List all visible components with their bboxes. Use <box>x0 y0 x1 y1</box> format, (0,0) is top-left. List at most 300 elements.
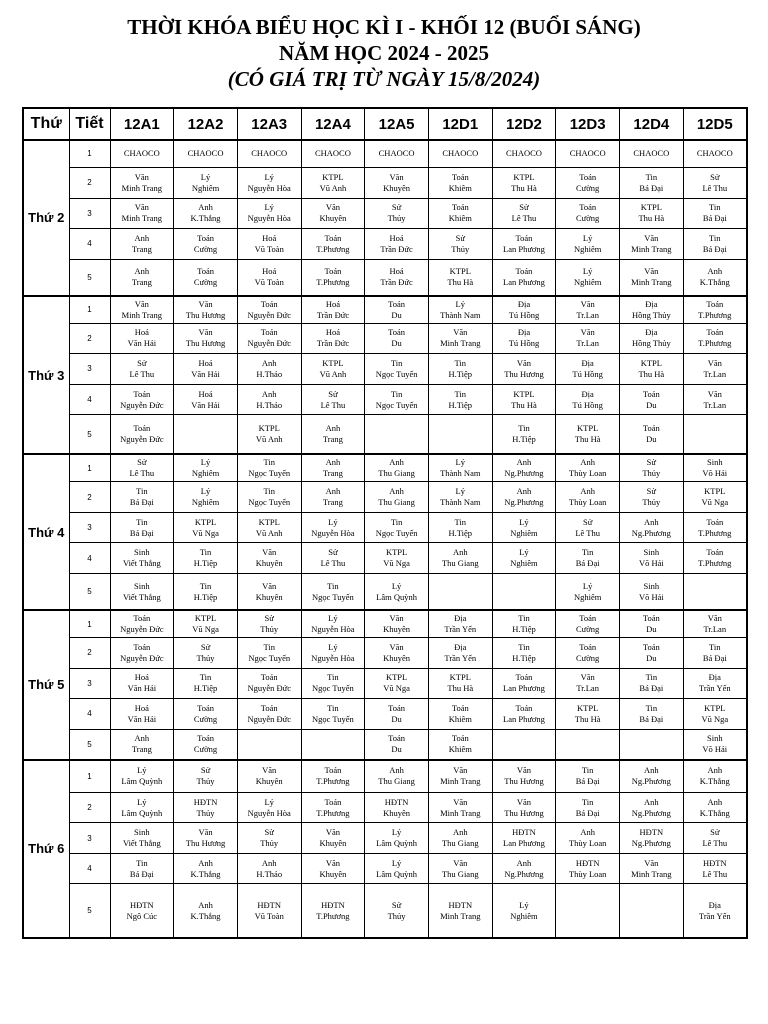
subject-name: Văn <box>580 298 595 309</box>
subject-name: Văn <box>325 202 340 213</box>
schedule-cell <box>492 823 556 854</box>
header-class-12d3: 12D3 <box>556 108 620 140</box>
teacher-name: Lan Phương <box>503 277 545 288</box>
subject-name: Anh <box>707 765 723 776</box>
teacher-name: Trần Đức <box>316 338 350 349</box>
schedule-cell <box>237 229 301 260</box>
subject-name: Hoá <box>389 232 404 243</box>
schedule-cell <box>110 610 174 637</box>
schedule-cell <box>174 792 238 823</box>
teacher-name: Du <box>391 338 402 349</box>
subject-name: Toán <box>706 547 724 558</box>
teacher-name: Tú Hồng <box>572 399 603 410</box>
teacher-name: Nguyễn Hòa <box>311 527 355 538</box>
schedule-cell <box>620 323 684 354</box>
schedule-cell <box>110 668 174 699</box>
subject-name: Anh <box>644 516 659 527</box>
subject-name: KTPL <box>704 702 726 713</box>
subject-name: KTPL <box>513 171 535 182</box>
schedule-cell <box>110 323 174 354</box>
teacher-name: Thu Giang <box>441 558 479 569</box>
subject-name: Tin <box>390 516 403 527</box>
schedule-cell <box>683 229 747 260</box>
schedule-cell <box>556 415 620 455</box>
schedule-cell <box>428 543 492 574</box>
schedule-cell <box>428 574 492 611</box>
schedule-cell <box>492 574 556 611</box>
schedule-cell <box>492 259 556 296</box>
subject-name: Toán <box>324 796 342 807</box>
subject-name: Lý <box>519 547 529 558</box>
subject-name: Sử <box>646 457 657 468</box>
teacher-name: Võ Hải <box>638 558 664 569</box>
teacher-name: Minh Trang <box>440 776 481 787</box>
schedule-cell <box>301 760 365 793</box>
teacher-name: Cường <box>193 243 218 254</box>
subject-name: Toán <box>579 613 597 624</box>
subject-name: Toán <box>642 641 660 652</box>
schedule-cell <box>492 610 556 637</box>
teacher-name: H.Tiệp <box>448 368 473 379</box>
subject-name: HĐTN <box>512 827 536 838</box>
subject-name: Lý <box>391 580 402 591</box>
subject-name: KTPL <box>449 266 471 277</box>
subject-name: Địa <box>645 327 658 338</box>
teacher-name: Trang <box>131 243 152 254</box>
subject-name: Văn <box>262 580 277 591</box>
teacher-name: Võ Hải <box>702 468 728 479</box>
schedule-cell <box>428 140 492 167</box>
subject-name: Anh <box>325 486 341 497</box>
subject-name: Sử <box>519 202 529 213</box>
subject-name: Lý <box>582 580 593 591</box>
teacher-name: H.Tiệp <box>512 434 536 445</box>
subject-name: Hoá <box>134 702 149 713</box>
subject-name: Tin <box>199 672 212 683</box>
subject-name: Văn <box>707 388 722 399</box>
schedule-cell <box>174 384 238 415</box>
subject-name: Văn <box>134 202 149 213</box>
period-number: 2 <box>69 482 110 513</box>
subject-name: Lý <box>200 486 211 497</box>
schedule-cell <box>301 296 365 323</box>
schedule-cell <box>556 384 620 415</box>
schedule-cell <box>492 296 556 323</box>
schedule-cell <box>237 167 301 198</box>
teacher-name: Trang <box>131 277 152 288</box>
teacher-name: Thủy <box>196 652 215 663</box>
subject-name: Sử <box>264 827 274 838</box>
subject-name: Văn <box>198 298 213 309</box>
table-row <box>23 296 747 323</box>
subject-name: Lý <box>455 298 465 309</box>
teacher-name: Nghiêm <box>573 243 602 254</box>
subject-name: KTPL <box>513 388 535 399</box>
subject-name: KTPL <box>194 516 217 527</box>
subject-name: Anh <box>452 547 468 558</box>
table-row <box>23 454 747 481</box>
schedule-cell <box>556 454 620 481</box>
period-number: 1 <box>69 760 110 793</box>
teacher-name: Khuyên <box>383 807 411 818</box>
subject-name: Địa <box>708 672 721 683</box>
teacher-name: Tú Hồng <box>508 338 540 349</box>
schedule-cell <box>428 454 492 481</box>
subject-name: Văn <box>453 765 468 776</box>
teacher-name: Trần Đức <box>380 243 413 254</box>
day-label: Thứ 5 <box>23 610 69 760</box>
subject-name: Tin <box>263 457 275 468</box>
schedule-cell <box>237 415 301 455</box>
teacher-name: Tr.Lan <box>576 338 599 349</box>
schedule-cell <box>556 760 620 793</box>
schedule-cell <box>428 354 492 385</box>
table-row <box>23 884 747 938</box>
subject-name: Lý <box>200 457 211 468</box>
subject-name: KTPL <box>577 702 599 713</box>
subject-name: Anh <box>516 457 532 468</box>
schedule-cell <box>174 512 238 543</box>
subject-name: Văn <box>453 327 468 338</box>
teacher-name: Khiêm <box>448 213 472 224</box>
subject-name: HĐTN <box>639 827 664 838</box>
teacher-name: Ngô Cúc <box>126 910 158 921</box>
teacher-name: H.Tiệp <box>512 624 536 635</box>
schedule-cell <box>620 760 684 793</box>
day-label: Thứ 3 <box>23 296 69 455</box>
schedule-cell <box>683 760 747 793</box>
teacher-name: Hồng Thủy <box>631 338 671 349</box>
table-row <box>23 354 747 385</box>
teacher-name: Du <box>391 744 402 755</box>
subject-name: KTPL <box>385 672 408 683</box>
schedule-cell <box>301 668 365 699</box>
schedule-cell <box>174 454 238 481</box>
teacher-name: Thủy <box>387 213 406 224</box>
subject-name: CHAOCO <box>442 148 479 159</box>
schedule-cell <box>110 699 174 730</box>
schedule-cell <box>301 454 365 481</box>
schedule-cell <box>492 543 556 574</box>
subject-name: KTPL <box>322 171 344 182</box>
schedule-cell <box>301 167 365 198</box>
subject-name: Toán <box>579 171 597 182</box>
subject-name: Toán <box>388 733 406 744</box>
schedule-cell <box>683 823 747 854</box>
teacher-name: Nguyễn Hòa <box>311 652 355 663</box>
teacher-name: Vũ Nga <box>383 683 410 694</box>
schedule-cell <box>365 574 429 611</box>
subject-name: HĐTN <box>448 899 473 910</box>
schedule-cell <box>237 574 301 611</box>
subject-name: Tin <box>581 765 594 776</box>
teacher-name: K.Thắng <box>699 776 730 787</box>
schedule-cell <box>428 884 492 938</box>
teacher-name: Thu Giang <box>378 776 415 787</box>
schedule-cell <box>110 729 174 760</box>
schedule-cell <box>301 884 365 938</box>
table-row <box>23 482 747 513</box>
schedule-cell <box>683 354 747 385</box>
subject-name: Tin <box>263 486 275 497</box>
teacher-name: Lâm Quỳnh <box>376 591 418 602</box>
schedule-cell <box>174 415 238 455</box>
schedule-cell <box>556 823 620 854</box>
subject-name: Toán <box>324 232 342 243</box>
teacher-name: Hồng Thủy <box>631 309 671 320</box>
subject-name: Sử <box>328 388 338 399</box>
teacher-name: Nguyễn Đức <box>247 713 291 724</box>
subject-name: Toán <box>260 327 278 338</box>
teacher-name: K.Thắng <box>190 910 221 921</box>
subject-name: Toán <box>515 266 533 277</box>
schedule-cell <box>428 323 492 354</box>
schedule-cell <box>110 140 174 167</box>
schedule-cell <box>110 884 174 938</box>
teacher-name: Võ Hải <box>702 744 728 755</box>
teacher-name: Thu Giang <box>378 497 415 508</box>
teacher-name: Nguyễn Hòa <box>247 213 291 224</box>
teacher-name: Ng.Phương <box>631 776 671 787</box>
subject-name: Toán <box>579 202 597 213</box>
subject-name: Toán <box>642 388 660 399</box>
teacher-name: Thu Hà <box>511 182 537 193</box>
schedule-cell <box>237 853 301 884</box>
teacher-name: H.Tiệp <box>448 527 473 538</box>
teacher-name: Minh Trang <box>121 309 163 320</box>
schedule-cell <box>174 610 238 637</box>
subject-name: Sử <box>582 516 593 527</box>
teacher-name: Ng.Phương <box>631 527 671 538</box>
schedule-cell <box>492 198 556 229</box>
teacher-name: Bá Đại <box>129 497 154 508</box>
schedule-cell <box>556 792 620 823</box>
subject-name: Sử <box>710 827 720 838</box>
teacher-name: Bá Đại <box>702 213 727 224</box>
subject-name: Toán <box>260 672 278 683</box>
schedule-cell <box>174 853 238 884</box>
schedule-cell <box>428 792 492 823</box>
subject-name: Sử <box>200 641 211 652</box>
subject-name: Toán <box>133 641 151 652</box>
teacher-name: T.Phương <box>316 776 350 787</box>
period-number: 3 <box>69 198 110 229</box>
subject-name: Tin <box>518 423 530 434</box>
schedule-cell <box>365 229 429 260</box>
schedule-cell <box>428 415 492 455</box>
subject-name: Lý <box>264 171 274 182</box>
subject-name: Anh <box>134 266 150 277</box>
teacher-name: Viết Thắng <box>122 838 161 849</box>
teacher-name: Bá Đại <box>129 527 154 538</box>
schedule-cell <box>492 884 556 938</box>
subject-name: Sử <box>137 357 147 368</box>
schedule-cell <box>492 760 556 793</box>
subject-name: KTPL <box>449 672 471 683</box>
subject-name: Lý <box>519 899 529 910</box>
subject-name: Văn <box>644 857 659 868</box>
schedule-cell <box>174 884 238 938</box>
subject-name: KTPL <box>194 613 217 624</box>
schedule-cell <box>110 167 174 198</box>
schedule-cell <box>110 296 174 323</box>
schedule-cell <box>556 638 620 669</box>
teacher-name: Lê Thu <box>702 838 728 849</box>
subject-name: Tin <box>136 486 148 497</box>
teacher-name: H.Thảo <box>256 868 283 879</box>
teacher-name: Nguyễn Đức <box>120 624 164 635</box>
schedule-cell <box>428 512 492 543</box>
schedule-cell <box>365 760 429 793</box>
subject-name: Tin <box>199 547 212 558</box>
teacher-name: Tr.Lan <box>703 399 727 410</box>
teacher-name: Tú Hồng <box>572 368 603 379</box>
teacher-name: Văn Hải <box>127 683 157 694</box>
schedule-cell <box>174 482 238 513</box>
schedule-cell <box>620 610 684 637</box>
schedule-cell <box>301 853 365 884</box>
schedule-cell <box>492 699 556 730</box>
subject-name: Tin <box>581 796 594 807</box>
table-row <box>23 610 747 637</box>
teacher-name: Nguyễn Hòa <box>311 624 355 635</box>
schedule-cell <box>556 296 620 323</box>
schedule-cell <box>556 229 620 260</box>
period-number: 5 <box>69 415 110 455</box>
period-number: 1 <box>69 296 110 323</box>
header-class-12a4: 12A4 <box>301 108 365 140</box>
schedule-cell <box>365 823 429 854</box>
schedule-cell <box>683 482 747 513</box>
teacher-name: Vũ Anh <box>255 527 283 538</box>
teacher-name: H.Thảo <box>256 368 283 379</box>
subject-name: Anh <box>261 857 277 868</box>
teacher-name: Ngọc Tuyến <box>375 399 418 410</box>
schedule-cell <box>365 259 429 296</box>
subject-name: Hoá <box>262 266 277 277</box>
subject-name: Toán <box>515 672 533 683</box>
teacher-name: Thùy Loan <box>568 497 607 508</box>
schedule-cell <box>620 198 684 229</box>
teacher-name: Nghiêm <box>573 591 602 602</box>
schedule-cell <box>683 323 747 354</box>
teacher-name: Nghiêm <box>191 497 220 508</box>
subject-name: Toán <box>451 702 469 713</box>
table-row <box>23 384 747 415</box>
schedule-cell <box>237 699 301 730</box>
teacher-name: Ng.Phương <box>504 868 544 879</box>
teacher-name: H.Thảo <box>256 399 283 410</box>
subject-name: Tin <box>390 388 403 399</box>
subject-name: Lý <box>264 796 274 807</box>
subject-name: Tin <box>454 357 467 368</box>
schedule-cell <box>620 454 684 481</box>
schedule-cell <box>620 699 684 730</box>
teacher-name: Vũ Toàn <box>254 277 284 288</box>
teacher-name: Khuyên <box>319 838 347 849</box>
teacher-name: Ng.Phương <box>631 838 671 849</box>
subject-name: Sử <box>391 899 402 910</box>
schedule-cell <box>683 610 747 637</box>
subject-name: Tin <box>136 857 148 868</box>
schedule-cell <box>492 454 556 481</box>
header-day: Thứ <box>23 108 69 140</box>
teacher-name: Thu Hà <box>574 713 601 724</box>
subject-name: Tin <box>454 516 467 527</box>
schedule-cell <box>237 512 301 543</box>
subject-name: Địa <box>454 613 467 624</box>
subject-name: Văn <box>516 796 532 807</box>
schedule-cell <box>301 699 365 730</box>
teacher-name: Cường <box>193 744 218 755</box>
teacher-name: Khuyên <box>255 558 283 569</box>
header-period: Tiết <box>69 108 110 140</box>
schedule-cell <box>428 198 492 229</box>
teacher-name: Vũ Nga <box>701 497 729 508</box>
teacher-name: Thu Hà <box>511 399 537 410</box>
subject-name: Anh <box>644 765 659 776</box>
teacher-name: Thành Nam <box>440 309 481 320</box>
subject-name: KTPL <box>640 202 662 213</box>
schedule-cell <box>110 259 174 296</box>
teacher-name: T.Phương <box>698 309 732 320</box>
teacher-name: Khiêm <box>448 713 472 724</box>
schedule-cell <box>237 354 301 385</box>
schedule-cell <box>683 415 747 455</box>
teacher-name: Nghiêm <box>510 910 538 921</box>
schedule-cell <box>237 543 301 574</box>
teacher-name: T.Phương <box>698 338 732 349</box>
subject-name: Văn <box>453 796 468 807</box>
teacher-name: Khuyên <box>383 652 411 663</box>
schedule-cell <box>365 482 429 513</box>
subject-name: Hoá <box>325 298 340 309</box>
schedule-cell <box>556 354 620 385</box>
teacher-name: Cường <box>576 652 600 663</box>
subject-name: Văn <box>644 232 659 243</box>
schedule-cell <box>237 729 301 760</box>
teacher-name: Vũ Nga <box>192 624 219 635</box>
teacher-name: Cường <box>576 182 600 193</box>
subject-name: Địa <box>517 327 531 338</box>
teacher-name: Thu Hương <box>185 309 226 320</box>
teacher-name: T.Phương <box>316 277 350 288</box>
page-header <box>0 14 768 92</box>
teacher-name: Thủy <box>642 468 661 479</box>
period-number: 2 <box>69 792 110 823</box>
teacher-name: K.Thắng <box>190 868 221 879</box>
subject-name: CHAOCO <box>251 148 288 159</box>
teacher-name: Cường <box>576 624 600 635</box>
teacher-name: Ngọc Tuyến <box>248 652 291 663</box>
timetable <box>22 107 748 939</box>
subject-name: HĐTN <box>384 796 409 807</box>
subject-name: KTPL <box>322 357 344 368</box>
day-label: Thứ 6 <box>23 760 69 938</box>
period-number: 3 <box>69 823 110 854</box>
schedule-cell <box>620 296 684 323</box>
schedule-cell <box>365 668 429 699</box>
teacher-name: Minh Trang <box>121 182 163 193</box>
schedule-cell <box>365 543 429 574</box>
schedule-cell <box>556 323 620 354</box>
period-number: 2 <box>69 323 110 354</box>
teacher-name: Nghiêm <box>510 558 538 569</box>
subject-name: Sinh <box>706 457 723 468</box>
subject-name: Tin <box>136 516 148 527</box>
schedule-cell <box>365 198 429 229</box>
subject-name: Văn <box>262 547 277 558</box>
